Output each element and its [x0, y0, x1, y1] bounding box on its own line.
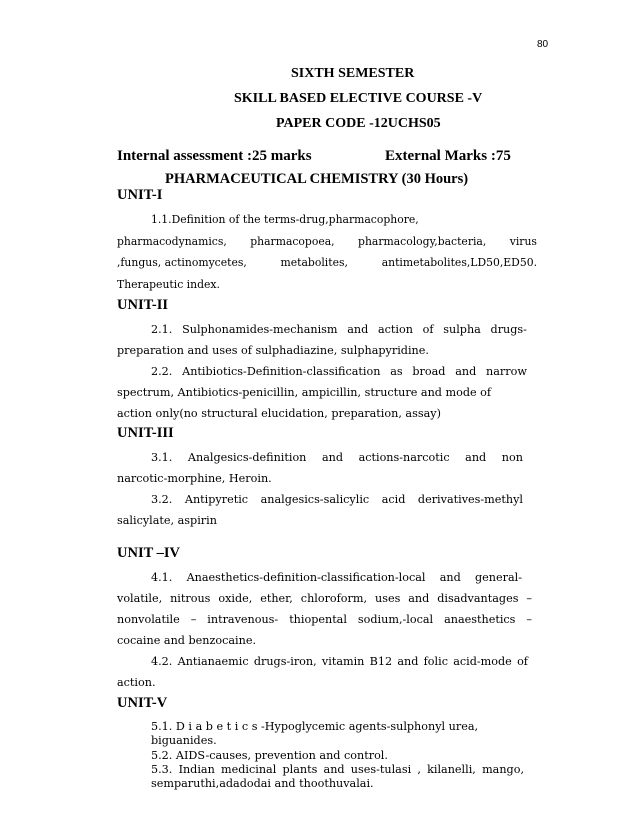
- subject-title: PHARMACEUTICAL CHEMISTRY (30 Hours): [165, 171, 469, 187]
- external-marks: External Marks :75: [385, 148, 511, 164]
- unit-4-line: action.: [117, 676, 156, 689]
- semester-heading: SIXTH SEMESTER: [291, 66, 415, 81]
- unit-5-line: 5.1. D i a b e t i c s -Hypoglycemic agents-sulphonyl urea,: [151, 720, 479, 733]
- unit-5-title: UNIT-V: [117, 695, 168, 711]
- unit-2-title: UNIT-II: [117, 297, 169, 313]
- unit-1-line: pharmacodynamics, pharmacopoea, pharmacology,bacteria, virus: [117, 235, 537, 248]
- unit-5-line: 5.3. Indian medicinal plants and uses-tulasi , kilanelli, mango,: [151, 763, 524, 776]
- unit-4-line: nonvolatile – intravenous- thiopental sodium,-local anaesthetics –: [117, 613, 532, 626]
- course-heading: SKILL BASED ELECTIVE COURSE -V: [234, 91, 483, 106]
- unit-3-line: narcotic-morphine, Heroin.: [117, 472, 272, 485]
- internal-marks: Internal assessment :25 marks: [117, 148, 312, 164]
- unit-3-line: 3.2. Antipyretic analgesics-salicylic acid derivatives-methyl: [151, 493, 523, 506]
- unit-4-line: 4.2. Antianaemic drugs-iron, vitamin B12 and folic acid-mode of: [151, 655, 528, 668]
- unit-2-line: preparation and uses of sulphadiazine, sulphapyridine.: [117, 344, 429, 357]
- unit-1-title: UNIT-I: [117, 187, 163, 203]
- unit-1-line: Therapeutic index.: [117, 278, 220, 291]
- unit-5-line: biguanides.: [151, 734, 217, 747]
- unit-4-title: UNIT –IV: [117, 545, 180, 561]
- unit-1-line: 1.1.Definition of the terms-drug,pharmacophore,: [151, 213, 419, 226]
- unit-2-line: action only(no structural elucidation, preparation, assay): [117, 407, 441, 420]
- unit-2-line: 2.1. Sulphonamides-mechanism and action of sulpha drugs-: [151, 323, 527, 336]
- unit-5-line: 5.2. AIDS-causes, prevention and control.: [151, 749, 388, 762]
- paper-code: PAPER CODE -12UCHS05: [276, 116, 441, 131]
- unit-1-line: ,fungus, actinomycetes, metabolites, antimetabolites,LD50,ED50.: [117, 256, 537, 269]
- unit-4-line: 4.1. Anaesthetics-definition-classification-local and general-: [151, 571, 522, 584]
- unit-5-line: semparuthi,adadodai and thoothuvalai.: [151, 777, 374, 790]
- unit-3-title: UNIT-III: [117, 425, 174, 441]
- unit-3-line: 3.1. Analgesics-definition and actions-narcotic and non: [151, 451, 523, 464]
- unit-2-line: 2.2. Antibiotics-Definition-classification as broad and narrow: [151, 365, 527, 378]
- unit-4-line: cocaine and benzocaine.: [117, 634, 257, 647]
- page-number: 80: [537, 39, 549, 50]
- unit-4-line: volatile, nitrous oxide, ether, chloroform, uses and disadvantages –: [117, 592, 532, 605]
- unit-2-line: spectrum, Antibiotics-penicillin, ampicillin, structure and mode of: [117, 386, 492, 399]
- unit-3-line: salicylate, aspirin: [117, 514, 217, 527]
